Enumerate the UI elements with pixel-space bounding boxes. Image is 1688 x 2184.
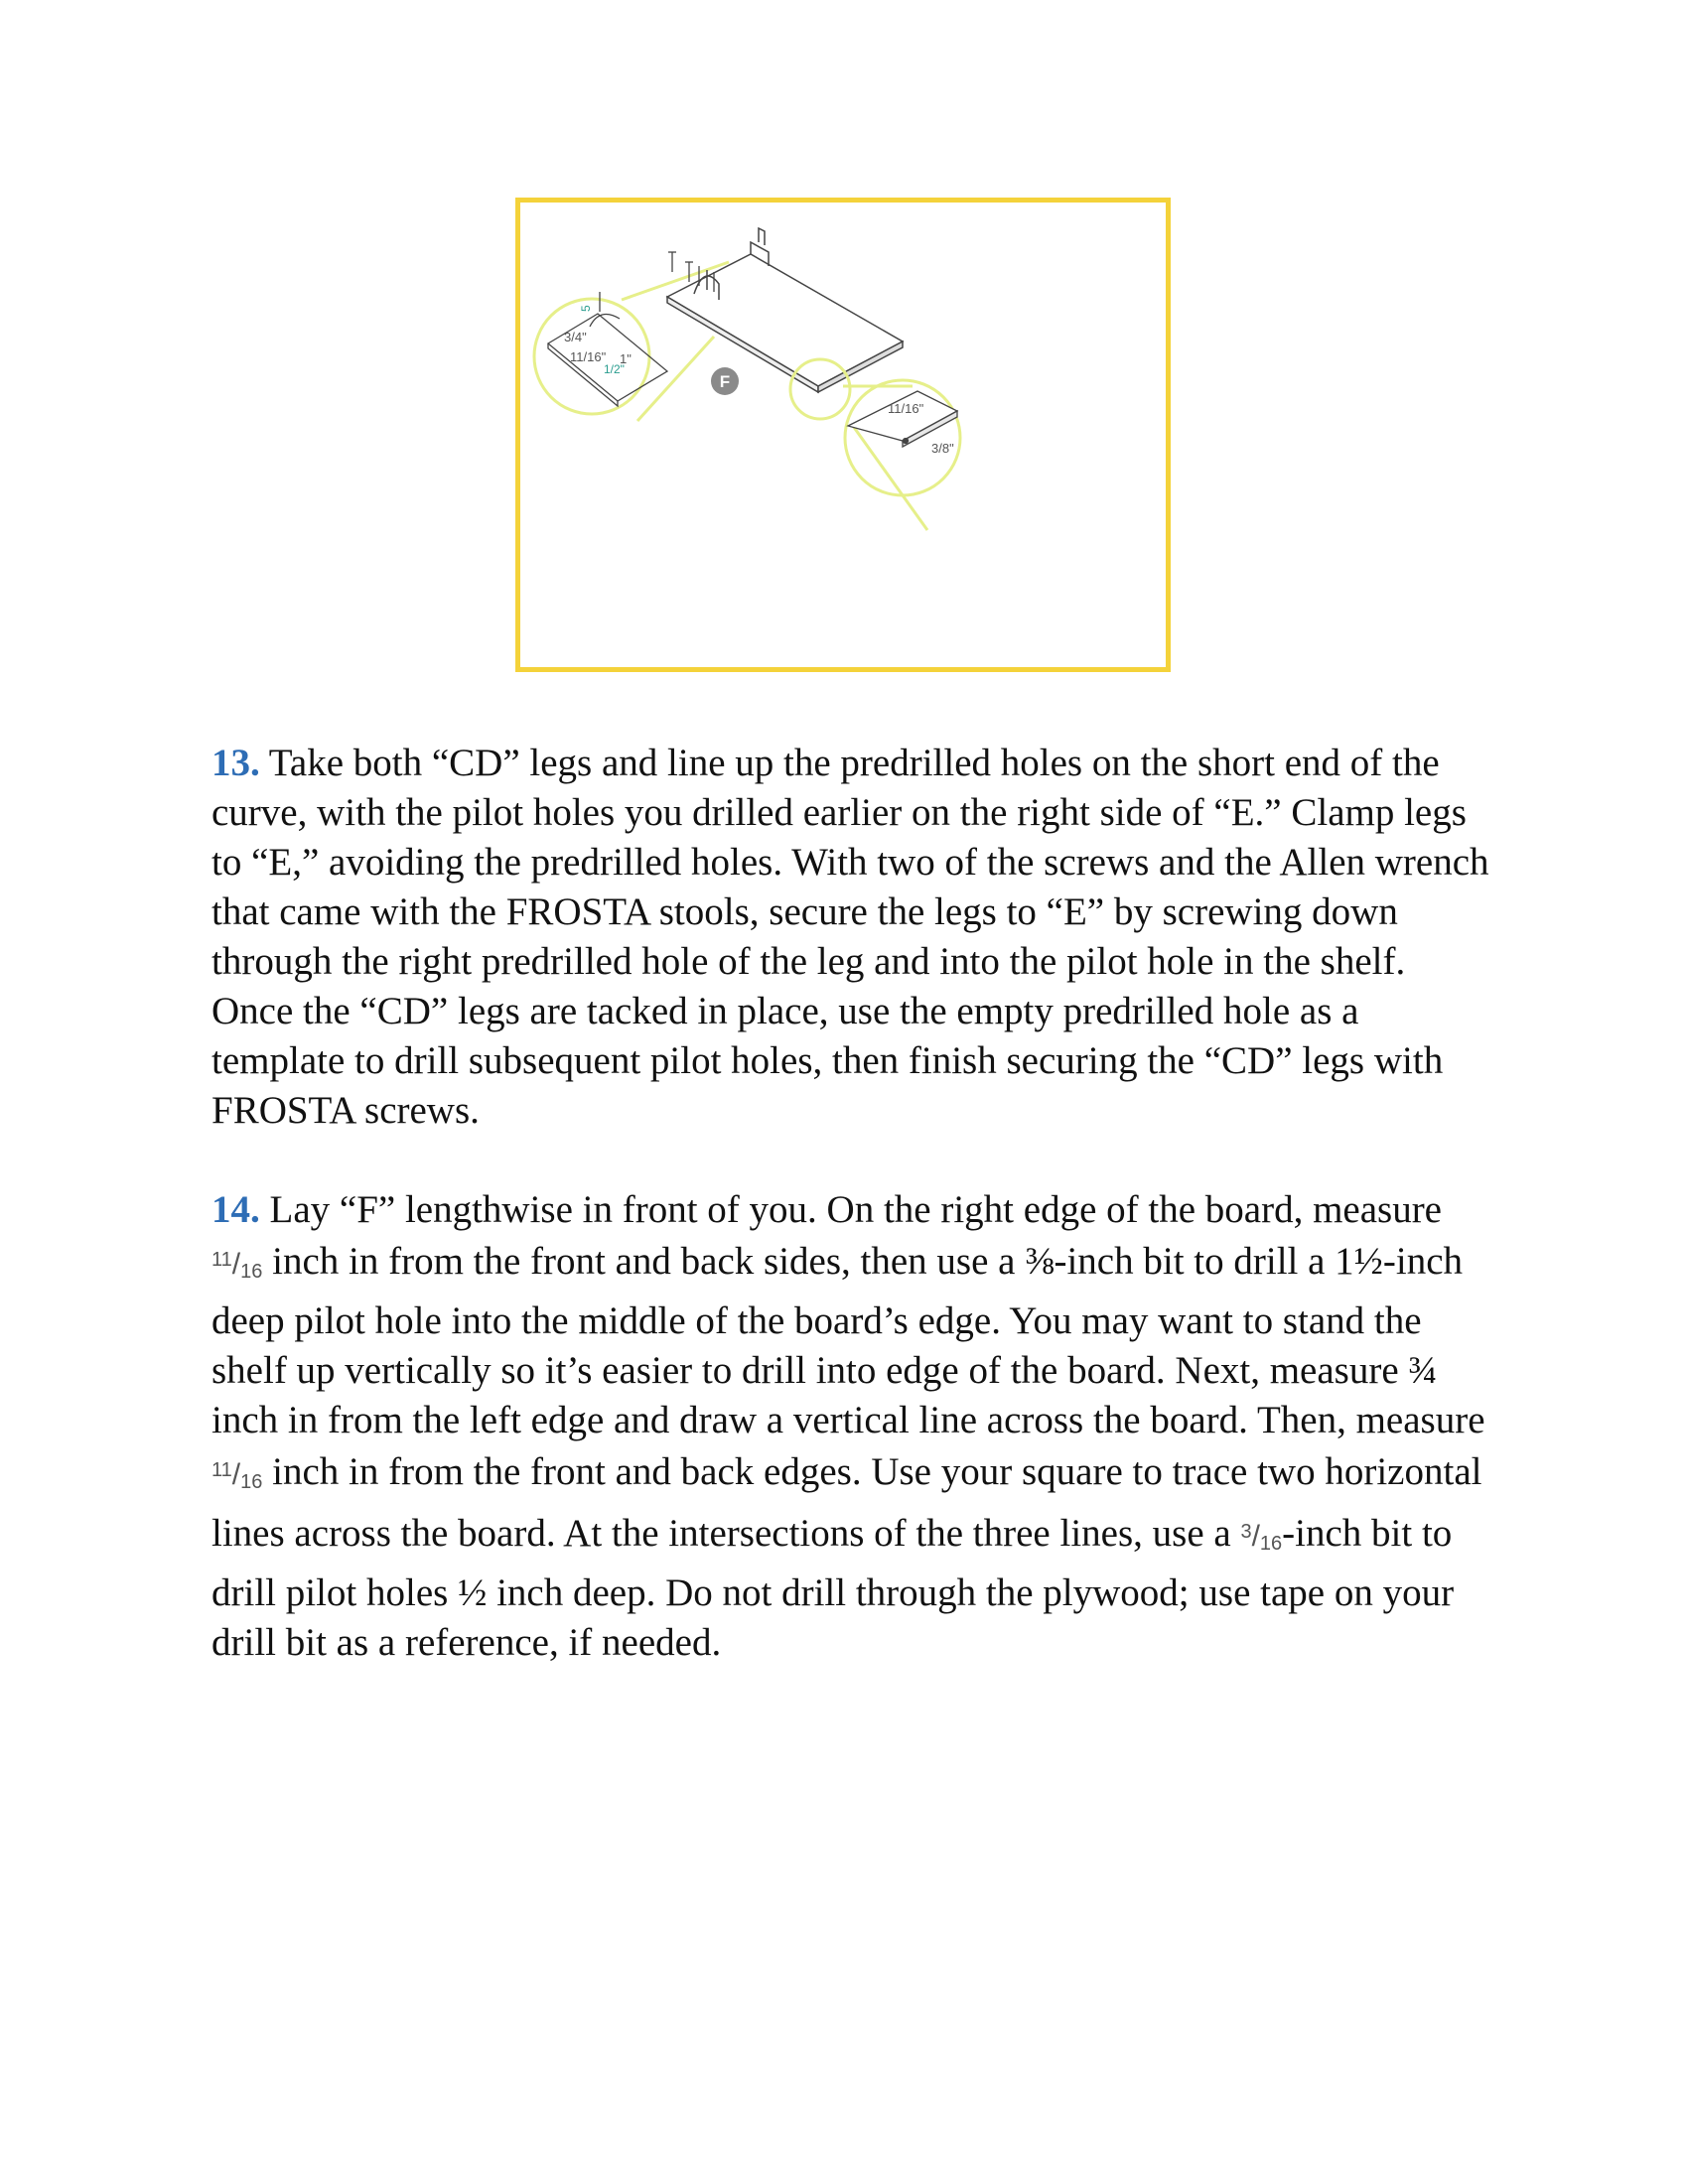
svg-text:1": 1" [620, 351, 632, 366]
step-13-number: 13. [211, 742, 260, 784]
svg-text:3/8": 3/8" [931, 441, 954, 456]
step-14-text-1: Lay “F” lengthwise in front of you. On the right edge of the board, measure [259, 1188, 1442, 1231]
step-14-text-4: -inch bit to drill pilot holes ½ inch deep. Do not drill through the plywood; use tape on your drill bit as a reference, if needed. [211, 1512, 1455, 1664]
assembly-illustration [515, 198, 1171, 672]
board-f [667, 228, 903, 392]
step-14-text-2: inch in from the front and back sides, then use a ⅜-inch bit to drill a 1½-inch deep pilot hole into the middle of the board’s edge. You may want to stand the shelf up vertically so it’s easier to drill into edge of the board. Next, measure ¾ inch in from the left edge and draw a vertical line across the board. Then, measure [211, 1240, 1485, 1441]
step-13-text: Take both “CD” legs and line up the predrilled holes on the short end of the curve, with the pilot holes you drilled earlier on the right side of “E.” Clamp legs to “E,” avoiding the predrilled holes. With two of the screws and the Allen wrench that came with the FROSTA stools, secure the legs to “E” by screwing down through the right predrilled hole of the leg and into the pilot hole in the shelf. Once the “CD” legs are tacked in place, use the empty predrilled hole as a template to drill subsequent pilot holes, then finish securing the “CD” legs with FROSTA screws. [211, 742, 1489, 1132]
part-f-label: F [719, 372, 731, 391]
svg-text:3/4": 3/4" [564, 330, 587, 344]
step-13-paragraph [211, 739, 1492, 1136]
svg-text:1/2": 1/2" [604, 362, 625, 376]
fraction-11-16-a: $^{11}$/16 [211, 1248, 263, 1283]
svg-text:11/16": 11/16" [570, 349, 607, 364]
step-14-paragraph [211, 1185, 1492, 1668]
fraction-11-16-b: $^{11}$/16 [211, 1458, 263, 1493]
step-14-number: 14. [211, 1188, 260, 1231]
svg-text:5: 5 [579, 305, 593, 312]
right-callout-detail [848, 391, 957, 447]
svg-text:11/16": 11/16" [888, 401, 924, 416]
assembly-diagram [520, 203, 1166, 667]
step-14-text-3: inch in from the front and back edges. Use your square to trace two horizontal lines across the board. At the intersections of the three lines, use a [211, 1450, 1482, 1555]
fraction-3-16: $^3$/16 [1240, 1520, 1283, 1555]
